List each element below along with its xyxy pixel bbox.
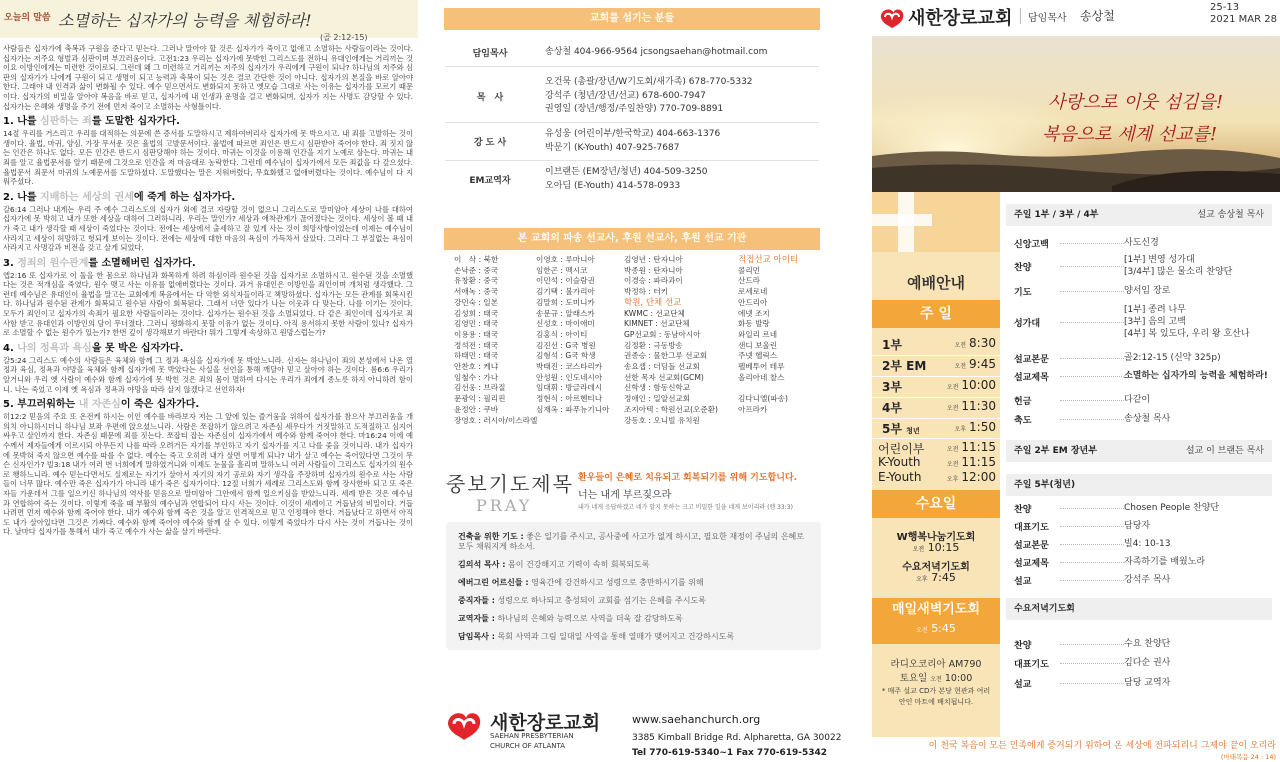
worship-title: 예배안내 (907, 274, 965, 292)
wed-prayer-2-time: 오후 7:45 (916, 571, 956, 584)
sermon-reference: (골 2:12-15) (320, 33, 368, 42)
missionary-entry: 권종승 : 물한그루 선교회 (624, 351, 708, 361)
missionary-column-4 (738, 255, 798, 416)
missionary-entry: 김영년 : 탄자니아 (624, 255, 683, 264)
footer-verse-ref: (마태복음 24 : 14) (1220, 753, 1276, 761)
missionary-entry: GP선교회 : 동남아시아 (624, 329, 701, 339)
missionary-entry: 아프라카 (738, 404, 768, 414)
order3-header: 주일 5부(청년) (1006, 474, 1272, 496)
missionary-entry: 와일리 르네 (738, 329, 778, 339)
prayer-logo: 중보기도제목 (446, 472, 574, 496)
church-name: 새한장로교회 (490, 712, 601, 734)
sermon-column (0, 0, 418, 762)
servant-row: 담임목사 송상철 404-966-9564 jcsongsaehan@hotmail.com (472, 47, 768, 59)
prayer-item: 중직자들 : 성령으로 하나되고 충성되이 교회를 섬기는 은혜를 주시도록 (458, 596, 706, 605)
point-1-body: 14절 우리를 거스리고 우리를 대적하는 의문에 쓴 증서를 도말하시고 제하여버리사 십자가에 못 박으시고. 내 죄를 고발하는 것이 생이다. 율법, 마귀, 양심. 가장 무서운 것은 율법의 고발문서이다. 율법에 따르면 죄인은 반드시 심판받아 죽어야 한다. 죄 짓지 않는 인간은 하나도 없다. 모든 인간은 반드시 심판당해야 하는 것이다. 마귀는 이것을 이용해 인간을 지기 노예로 삼는다. 마귀는 내 죄를 알고 율법문서를 알기 때문에 그것으로 인간을 저 마음대로 농락한다. 그런데 예수님이 십자가에서 모든 죄값을 다 갚으셨다. 율법문서 죄문서 마귀의 노예문서를 도말하셨다. 도말했다는 말은 지워버렸다, 무효화했고 없애버렸다는 것이다. 예수님이 다 지워주셨다. (3, 129, 413, 187)
missionary-entry: 이용용 : 태국 (454, 329, 499, 339)
wed-prayer-2: 수요저녁기도회 (902, 562, 970, 573)
divider (872, 376, 1000, 377)
divider (445, 122, 819, 123)
prayer-headline: 환우들이 은혜로 치유되고 회복되기를 위해 기도합니다. (578, 473, 798, 483)
prayer-item: 에버그린 어르신들 : 영육간에 강건하시고 성령으로 충만하시기를 위해 (458, 578, 704, 587)
point-3-title: 3. 정죄의 원수관계를 소멸해버린 십자가다. (3, 257, 196, 269)
address: 3385 Kimball Bridge Rd. Alpharetta, GA 30022 (632, 733, 842, 743)
missionary-entry: 손낙준 : 중국 (454, 265, 499, 275)
banner-slogan-1: 사랑으로 이웃 섬김을! (1048, 92, 1224, 113)
missionary-entry: 로세로네 (738, 287, 768, 297)
missionary-entry: 유창환 : 중국 (454, 276, 499, 286)
point-5-title: 5. 부끄러워하는 내 자존심이 죽은 십자가다. (3, 399, 200, 411)
missionary-entry: 김다니엘(파송) (738, 394, 788, 404)
missionary-entry: 주넷 헬릭스 (738, 351, 778, 361)
missionary-entry: 서애녹 : 중국 (454, 287, 499, 297)
missionary-entry: 임철수 : 가나 (454, 372, 499, 382)
divider (872, 355, 1000, 356)
divider (445, 66, 819, 67)
missionary-entry: KWMC : 선교단체 (624, 308, 685, 318)
missionary-entry: 신학생 : 함동신학교 (624, 383, 691, 393)
prayer-logo-sub: PRAY (476, 496, 533, 515)
sermon-intro: 사람들은 십자가에 축복과 구원을 준다고 믿는다. 그러나 말아야 할 것은 십자가가 죽이고 없애고 소멸하는 사람들이라는 것이다. 십자가는 저주요 형벌과 심판이며 부끄러움이다. 고전1:23 우리는 십자가에 못박힌 그리스도를 전하니 유대인에게는 거리끼는 것이요 이방인에게는 미련한 것이로되. 그런데 왜 그 미련하고 거리끼는 저주의 십자가가 우리에게 구원이 되나? 하나님의 저주와 심판의 십자가가 나에게 구원이 되고 생명이 되고 능력과 축복이 되는 것은 결코 간단한 것이 아니다. 십자가의 본질을 바로 알아야 한다. 그래야 내 인격과 삶이 변화될 수 있다. 예수 믿으면서도 변화되지 못하고 옛모습 그대로 사는 이유는 십자가를 모르기 때문이다. 십자가의 비밀을 알아야 복음을 바로 믿고, 십자가에 내 인생과 운명을 걸고 변화되며, 십자가 지는 사명도 감당할 수 있다. 십자가는 은혜와 생명을 주기 전에 먼저 죽이고 소멸하는 사형틀이다. (3, 44, 413, 111)
missionary-entry: 안찬호 : 케냐 (454, 362, 499, 372)
order1-header: 주일 1부 / 3부 / 4부 설교 송상철 목사 (1006, 204, 1272, 226)
point-4-body: 갈5:24 그리스도 예수의 사람들은 육체와 함께 그 정과 욕심을 십자가에 못 박았느니라. 신자는 하나님이 죄의 본성에서 나온 열정과 육심, 정욕과 야망을 육체와 함께 십자가에 못 박았다는 사실을 선언을 통해 깨달아 믿고 살아야 하는 것이다. 롬6:6 우리가 알거니와 우리 옛 사람이 예수와 함께 십자가에 못 박힌 것은 죄의 몸이 멸하여 다시는 우리가 죄에게 종노릇 하지 아니하려 함이니. 나는 죽었고 이제 옛 욕심과 정욕과 야망을 따라 살지 않겠다고 선언하자! (3, 355, 413, 394)
order2-header: 주일 2부 EM 장년부 설교 이 브랜든 목사 (1006, 440, 1272, 462)
missionary-entry: 콜리먼 (738, 265, 761, 275)
point-2-body: 갈6:14 그러나 내게는 우리 주 예수 그리스도의 십자가 외에 결코 자랑할 것이 없으니 그리스도로 말미암아 세상이 나를 대하여 십자가에 못 박히고 내가 또한 세상을 대하여 그러하니라. 우리는 말인가? 세상과 애착관계가 끊어졌다는 것이다. 세상이 볼 때 내가 죽고 내가 생각할 때 세상이 죽었다는 것이다. 전에는 세상에서 출세하고 잘 있게 사는 것이 희망사항이었는데 이제는 예수님이 사라지고 세상이 허망하고 헛되게 보이는 것이다. 전에는 세상에 대한 마음의 욕심이 가득차서 살았다. 그러다 그 부질없는 욕심이 사라지고 사명감과 비전을 갖고 살게 되었다. (3, 204, 413, 253)
service-time-row: 3부 오전 10:00 (882, 378, 996, 394)
church-name-en-2: CHURCH OF ATLANTA (490, 742, 566, 750)
dawn-header: 매일새벽기도회 (872, 598, 1000, 622)
service-time-row: 1부 오전 8:30 (882, 336, 996, 352)
point-1-title: 1. 나를 심판하는 죄를 도말한 십자가다. (3, 116, 180, 128)
radio-info: 라디오코리아 AM790 (890, 659, 982, 670)
missionary-entry: 송요셉 : 더딤돌 선교회 (624, 362, 700, 372)
missionary-entry: 김말희 : 도미니카 (536, 297, 595, 307)
church-contact (632, 712, 841, 761)
missionary-entry: 심재옥 : 파푸뉴기니아 (536, 404, 610, 414)
missionary-entry: 화동 발랑 (738, 319, 770, 329)
missionary-entry: 임대휘 : 방글라데시 (536, 383, 603, 393)
missionary-entry: 샌디 보울린 (738, 340, 778, 350)
missionary-entry: 이 삭 : 북한 (454, 255, 499, 264)
prayer-verse-sub: 내가 네게 응답하겠고 네가 알지 못하는 크고 비밀한 일을 네게 보이리라 (렘 33:3) (578, 504, 793, 511)
missionary-entry: 정석전 : 태국 (454, 340, 499, 350)
missionary-entry: 김영민 : 태국 (454, 319, 499, 329)
prayer-item: 김의석 목사 : 몸이 건강해지고 기력이 속히 회복되도록 (458, 560, 650, 569)
wednesday-header: 수요일 (872, 490, 1000, 518)
sermon-body (3, 44, 413, 542)
servants-header: 교회를 섬기는 분들 (444, 8, 820, 30)
footer-verse: 이 천국 복음이 모든 민족에게 증거되기 위하여 온 세상에 전파되리니 그제야 끝이 오리라 (928, 741, 1276, 751)
divider (872, 438, 1000, 439)
missionary-entry: 박태진 : 코스타리카 (536, 362, 603, 372)
prayer-item: 교역자들 : 하나님의 은혜와 능력으로 사역을 더욱 잘 감당하도록 (458, 614, 683, 623)
divider (872, 418, 1000, 419)
missionary-entry: 학원, 단체 선교 (624, 297, 682, 308)
church-name: 새한장로교회 (908, 8, 1013, 29)
missionary-entry: 산드라 (738, 276, 761, 286)
sunset-landscape-image (872, 36, 1280, 192)
missionary-entry: 김홍식 : 아이티 (536, 329, 588, 339)
dawn-time: 오전 5:45 (872, 622, 1000, 644)
wed-prayer-1-time: 오전 10:15 (912, 541, 960, 554)
missionary-entry: KIMNET : 선교단체 (624, 319, 690, 329)
service-time-row: 5부 청년 오후 1:50 (882, 420, 996, 436)
missionary-entry: 김형석 : G국 학생 (536, 351, 596, 361)
wed-prayer-1: W행복나눔기도회 (896, 532, 976, 543)
issue-date: 2021 MAR 28 (1210, 14, 1277, 25)
missionary-column-1 (454, 255, 537, 426)
order-row: 찬양 [1부] 변영 성가대 [3/4부] 많은 물소리 찬양단 (1014, 255, 1233, 277)
missionary-entry: 선한 목자 선교회(GCM) (624, 372, 704, 382)
missions-header: 본 교회의 파송 선교사, 후원 선교사, 후원 선교 기관 (444, 228, 820, 250)
order-row: 성가대 [1부] 종려 나무 [3부] 음의 고백 [4부] 복 있도다, 우리 왕 호산나 (1014, 305, 1250, 339)
missionary-entry: 펠베투어 테루 (738, 362, 785, 372)
missionary-entry (738, 383, 798, 394)
point-2-title: 2. 나를 지배하는 세상의 권세에 죽게 하는 십자가다. (3, 191, 236, 203)
banner-image (872, 36, 1280, 192)
missionary-entry: 신성호 : 마이애미 (536, 319, 595, 329)
missionary-entry: 강민숙 : 일본 (454, 297, 499, 307)
missionary-entry: 하태민 : 태국 (454, 351, 499, 361)
pastor-label: 담임목사 (1028, 13, 1067, 24)
church-emblem-icon (878, 4, 906, 30)
prayer-item: 건축을 위한 기도 : 좋은 일기를 주시고, 공사중에 사고가 없게 하시고, 필요한 재정이 주님의 은혜로 모두 채워지게 하소서. (458, 532, 805, 551)
prayer-verse: 너는 내게 부르짖으라 (578, 490, 672, 501)
servant-row: EM교역자 이브랜든 (EM장년/청년) 404-509-3250 오아딤 (E-Youth) 414-578-0933 (469, 167, 708, 191)
point-4-title: 4. 나의 정욕과 욕심을 못 박은 십자가다. (3, 342, 184, 354)
order4-header: 수요저녁기도회 (1006, 598, 1272, 620)
missionary-entry: 문광익 : 필리핀 (454, 394, 506, 404)
missionary-entry: 김정환 : 극동방송 (624, 340, 683, 350)
website-link[interactable]: www.saehanchurch.org (632, 713, 761, 726)
missionary-entry: 직접선교 아이티 (738, 255, 799, 265)
missionary-entry: 이경승 : 파라과이 (624, 276, 683, 286)
phone: Tel 770-619-5340~1 Fax 770-619-5342 (632, 748, 828, 758)
point-3-body: 엡2:16 또 십자가로 이 둘을 한 몸으로 하나님과 화목하게 하려 하심이라 원수된 것을 십자가로 소멸하시고. 원수된 것을 소멸했다는 것은 적개심을 죽였다, 원수 맺고 사는 이유를 없애버렸다는 것이다. 과거 유대인은 이방인을 죄인이며 개처럼 생각했다. 그런데 예수님은 유대인이 율법을 말고는 교회에게 복음에서는 다 악한 외식자들이라고 책망하셨다. 십자가는 모든 관계를 회복시킨다. 하나님과 원수된 관계가 회복되고 원수된 사람이 회복된다. 그래서 너만 있다가 나는 이웃과 다 맞는다. 나를 이기는 것이다. 모두가 죄인이고 십자가의 속죄가 필요한 사람들이라는 것이다. 십자가는 원수된 것을 소멸되었다. 다 같은 죄인이데 십자가로 죄사함 받고 유대인과 이방인의 담이 무너졌다. 그러니 평화하지 못할 이유가 없는 것이다. 아직 용서하지 못한 사람이 있나? 십자가로 소멸할 수 없는 원수가 있는가? 한번 깊이 생각해보기 바란다! 뭐가 그렇게 속상하고 원망스럽는가? (3, 270, 413, 338)
church-emblem-icon (444, 706, 484, 742)
missionary-entry: 윤정안 : 쿠바 (454, 404, 499, 414)
missionary-entry: 조지아텍 : 학원선교(오준환) (624, 404, 719, 414)
church-logo-bottom (444, 706, 601, 750)
missionary-entry: 김선웅 : 브라질 (454, 383, 506, 393)
missionary-entry: 정애인 : 밀알선교회 (624, 394, 691, 404)
sermon-header (0, 0, 418, 42)
missionary-entry: 이민석 : 이슬람권 (536, 276, 595, 286)
sunday-header: 주 일 (872, 300, 1000, 328)
missionary-entry: 정현식 : 아르헨티나 (536, 394, 603, 404)
pastor-name: 송상철 (1080, 9, 1115, 23)
missionary-entry: 김기택 : 불가리아 (536, 287, 595, 297)
missionary-entry: 박정하 : 터키 (624, 287, 669, 297)
sermon-title: 소멸하는 십자가의 능력을 체험하라! (58, 11, 312, 30)
servant-row: 강 도 사 유성웅 (어린이부/한국학교) 404-663-1376 박문기 (K-Youth) 407-925-7687 (473, 129, 721, 153)
service-time-row: K-Youth 오전 11:15 (878, 455, 996, 469)
missionary-entry: 안드리아 (738, 297, 768, 307)
prayer-list (446, 522, 821, 650)
prayer-item: 담임목사 : 목회 사역과 그림 일대일 사역을 통해 열매가 맺어지고 건강하시도록 (458, 632, 735, 641)
missionary-entry: 김성희 : 태국 (454, 308, 499, 318)
radio-time: 토요일 오전 10:00 (899, 673, 973, 684)
banner-slogan-2: 복음으로 세계 선교를! (1042, 124, 1218, 145)
cd-note: * 매주 설교 CD가 본당 현관과 여러 안인 마트에 배치됩니다. (881, 687, 991, 706)
missionary-column-3 (624, 255, 718, 426)
church-name-en: SAEHAN PRESBYTERIAN (490, 732, 574, 740)
missionary-entry: 임한곤 : 멕시코 (536, 265, 588, 275)
missionary-entry: 올리아네 찰스 (738, 372, 785, 382)
service-time-row: E-Youth 오후 12:00 (878, 470, 996, 484)
missionary-column-2 (536, 255, 609, 416)
point-5-body: 히12:2 믿음의 주요 또 온전케 하시는 이인 예수를 바라보자 저는 그 앞에 있는 즐거움을 위하여 십자가를 참으사 부끄러움을 개의치 아니하시더니 하나님 보좌 우편에 앉으셨느니라. 사람은 쪼잡하기 않으려고 자존심 세우다가 거짓말하고 도적질하고 심지어 싸우고 살인까지 한다. 자존심 때문에 죄를 짓는다. 쪼잡티 잡는 자존심이 십자가에서 예수와 함께 죽어야 한다. 마16:24 이에 예수께서 제자들에게 이르시되 아무든지 나를 따라 오려거든 자기를 부인하고 자기 십자가를 지고 나를 좇을 것이니라. 내가 십자가에 못박혀 죽지 않으면 예수를 따를 수 없다. 예수는 죽고 오히려 내가 살면 어떻게 되나? 내가 살고 예수는 죽어있다면 그것이 무슨 신자인가? 빌3:18 내가 여러 번 너희에게 말하였거니와 이제도 눈물을 흘리며 말하노니 여러 사람들이 그리스도 십자가의 원수로 행하느니라. 예수 믿는다면서도 실제로는 자기가 살아서 자기의 자기 공로와 자기 생각을 주장하며 십자가의 원수로 사는 사람들이 너무 많다. 예수만 죽은 십자가가 아니라 내가 죽은 십자가이다. 12절 너희가 세례로 그리스도와 함께 장사한바 되고 또 죽은 자들 가운데서 그를 일으키신 하나님의 역사를 믿음으로 말미암아 그안에서 함께 일으키심을 받았느니라. 세례 받은 것은 예수님과 연합하여 죽는 것이다. 이렇게 죽을 때 부활의 예수님과 연합되어 다시 사는 것이다. 이것이 세례이고 거듭남의 비밀이다. 거듭나려면 먼저 예수와 함께 죽어야 한다. 내가 예수와 함께 죽은 것을 알고 인격적으로 믿고 인정해야 한다. 거듭났다고 하면서 아직도 내가 살아있다면 그것은 가짜다. 예수와 함께 죽어야 예수와 함께 살 수 있다. 이렇게 죽었다가 다시 사는 것이 거듭나는 것이다. 날마다 십자가를 통해서 내가 죽고 예수가 사는 삶을 살기 바란다. (3, 412, 413, 537)
missionary-entry: 에넷 조지 (738, 308, 770, 318)
service-time-row: 어린이부 오전 11:15 (878, 440, 996, 456)
sermon-tag: 오늘의 말씀 (4, 13, 51, 23)
missionary-entry: 박종원 : 탄자니아 (624, 265, 683, 275)
missionary-entry: 안성원 : 인도네시아 (536, 372, 603, 382)
missionary-entry: 이영호 : 루마니아 (536, 255, 595, 264)
service-time-row: 4부 오전 11:30 (882, 399, 996, 415)
servant-row: 목 사 오건묵 (총괄/장년/W기도회/새가족) 678-770-5332 강석주 (청년/장년/선교) 678-600-7947 권영일 (장년/행정/주일찬양) 770-709-8891 (476, 77, 753, 114)
missionary-entry: 장영호 : 러시아/이스라엘 (454, 415, 538, 425)
service-time-row: 2부 EM 오전 9:45 (882, 357, 996, 373)
missionary-entry: 송문규 : 알래스카 (536, 308, 595, 318)
divider (445, 160, 819, 161)
divider (872, 397, 1000, 398)
issue-number: 25-13 (1210, 2, 1240, 13)
missionary-entry: 김진선 : G국 병원 (536, 340, 596, 350)
divider (1020, 8, 1021, 24)
missionary-entry: 강동호 : 오니빌 유치원 (624, 415, 700, 425)
bulletin-header (872, 0, 1280, 34)
cross-icon (872, 192, 1000, 252)
